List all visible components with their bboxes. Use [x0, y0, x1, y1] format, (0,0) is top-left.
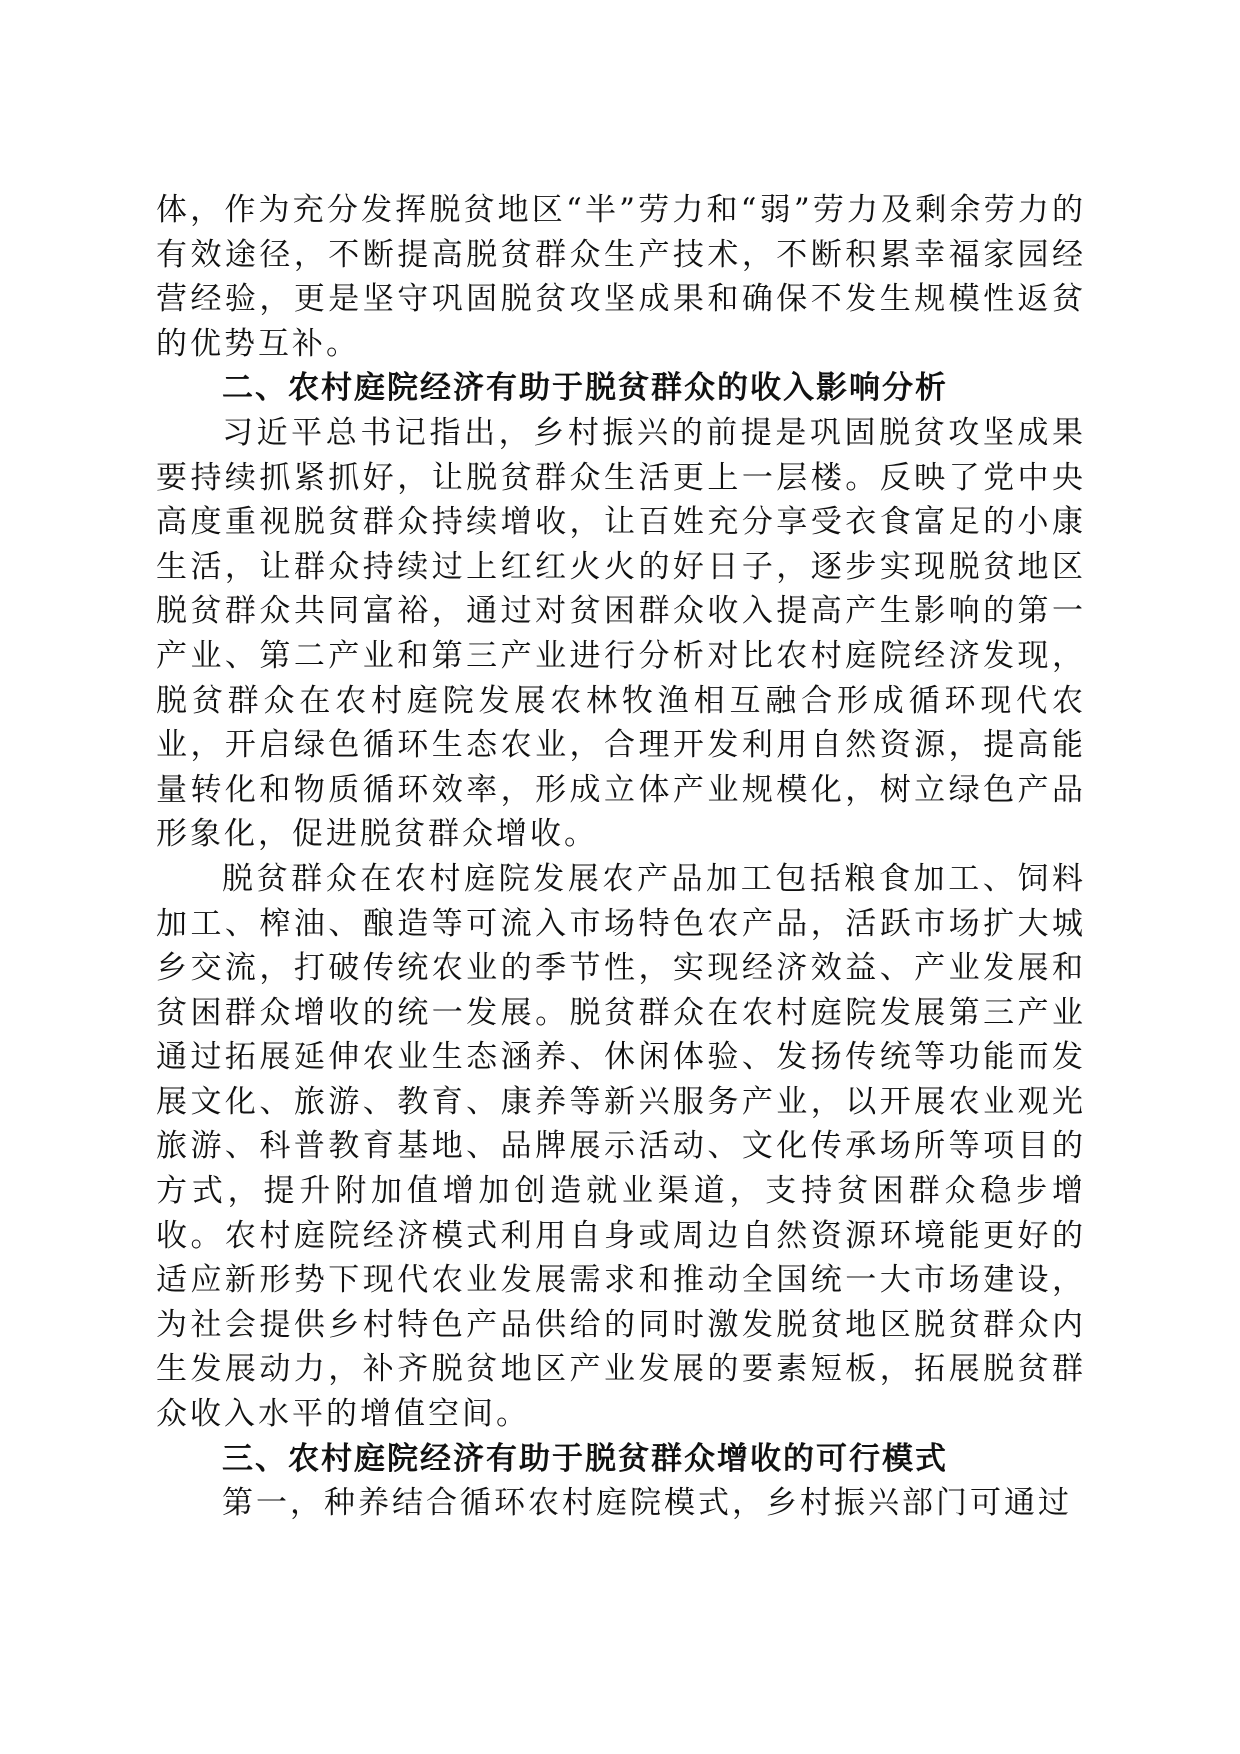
section-heading-3: 三、农村庭院经济有助于脱贫群众增收的可行模式: [222, 1440, 948, 1477]
paragraph-continuation: 体，作为充分发挥脱贫地区“半”劳力和“弱”劳力及剩余劳力的有效途径，不断提高脱贫群众生产技术，不断积累幸福家园经营经验，更是坚守巩固脱贫攻坚成果和确保不发生规模性返贫的优势互补。: [156, 192, 1086, 362]
section-heading-2: 二、农村庭院经济有助于脱贫群众的收入影响分析: [222, 370, 948, 407]
paragraph-processing-services: 脱贫群众在农村庭院发展农产品加工包括粮食加工、饲料加工、榨油、酿造等可流入市场特色农产品，活跃市场扩大城乡交流，打破传统农业的季节性，实现经济效益、产业发展和贫困群众增收的统一发展。脱贫群众在农村庭院发展第三产业通过拓展延伸农业生态涵养、休闲体验、发扬传统等功能而发展文化、旅游、教育、康养等新兴服务产业，以开展农业观光旅游、科普教育基地、品牌展示活动、文化传承场所等项目的方式，提升附加值增加创造就业渠道，支持贫困群众稳步增收。农村庭院经济模式利用自身或周边自然资源环境能更好的适应新形势下现代农业发展需求和推动全国统一大市场建设，为社会提供乡村特色产品供给的同时激发脱贫地区脱贫群众内生发展动力，补齐脱贫地区产业发展的要素短板，拓展脱贫群众收入水平的增值空间。: [156, 860, 1086, 1433]
paragraph-model-one: 第一，种养结合循环农村庭院模式，乡村振兴部门可通过: [222, 1485, 1072, 1522]
document-page: [156, 188, 1086, 1526]
paragraph-income-analysis: 习近平总书记指出，乡村振兴的前提是巩固脱贫攻坚成果要持续抓紧抓好，让脱贫群众生活更上一层楼。反映了党中央高度重视脱贫群众持续增收，让百姓充分享受衣食富足的小康生活，让群众持续过上红红火火的好日子，逐步实现脱贫地区脱贫群众共同富裕，通过对贫困群众收入提高产生影响的第一产业、第二产业和第三产业进行分析对比农村庭院经济发现，脱贫群众在农村庭院发展农林牧渔相互融合形成循环现代农业，开启绿色循环生态农业，合理开发利用自然资源，提高能量转化和物质循环效率，形成立体产业规模化，树立绿色产品形象化，促进脱贫群众增收。: [156, 414, 1086, 853]
